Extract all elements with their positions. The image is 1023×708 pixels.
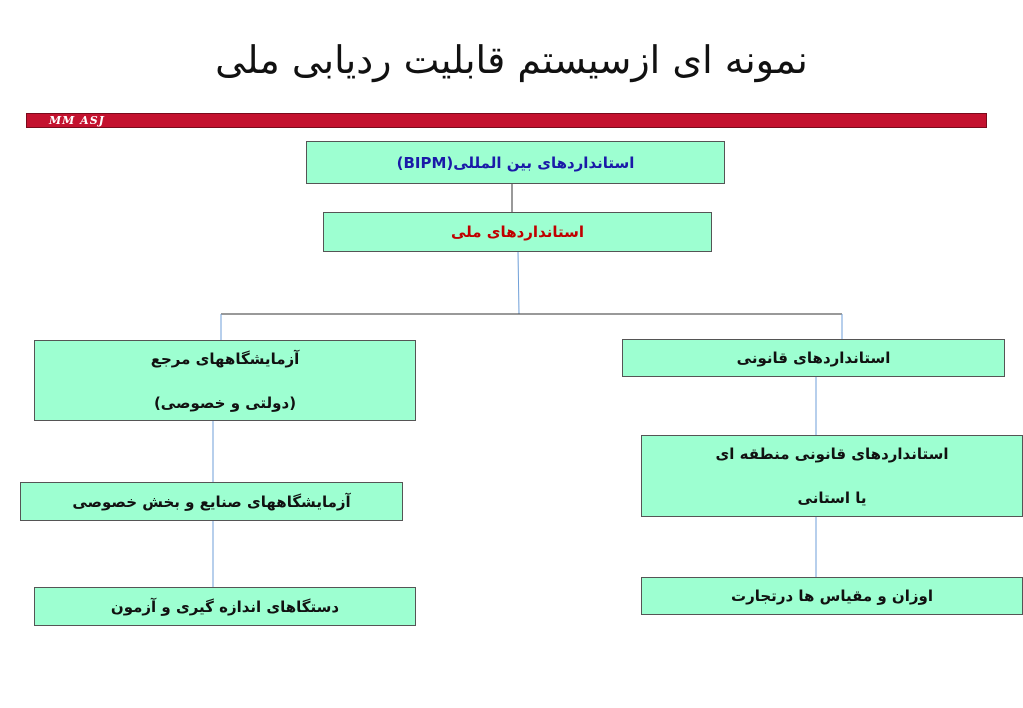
box-national-standards xyxy=(323,212,712,252)
box-bipm xyxy=(306,141,725,184)
box-bipm-label: استانداردهای بین المللی(BIPM) xyxy=(396,153,635,172)
box-national-label: استانداردهای ملی xyxy=(451,223,585,241)
box-instruments xyxy=(34,587,416,626)
box-legal-label: استانداردهای قانونی xyxy=(736,349,891,367)
box-reference-labs-line2: (دولتی و خصوصی) xyxy=(153,393,297,412)
box-regional-legal xyxy=(641,435,1023,517)
box-regional-line1: استانداردهای قانونی منطقه ای xyxy=(715,445,949,463)
box-reference-labs-line1: آزمایشگاههای مرجع xyxy=(150,349,300,368)
box-weights-label: اوزان و مقیاس ها درتجارت xyxy=(731,587,933,605)
page-title: نمونه ای ازسیستم قابلیت ردیابی ملی xyxy=(215,38,808,82)
box-industry-labs xyxy=(20,482,403,521)
box-weights-measures xyxy=(641,577,1023,615)
box-regional-line2: یا استانی xyxy=(797,489,867,507)
box-reference-labs xyxy=(34,340,416,421)
connector-national-split xyxy=(518,251,519,314)
box-legal-standards xyxy=(622,339,1005,377)
box-instruments-label: دستگاهای اندازه گیری و آزمون xyxy=(110,597,340,616)
banner-logo: MM ASJ xyxy=(49,114,105,127)
box-industry-labs-label: آزمایشگاههای صنایع و بخش خصوصی xyxy=(72,492,351,511)
